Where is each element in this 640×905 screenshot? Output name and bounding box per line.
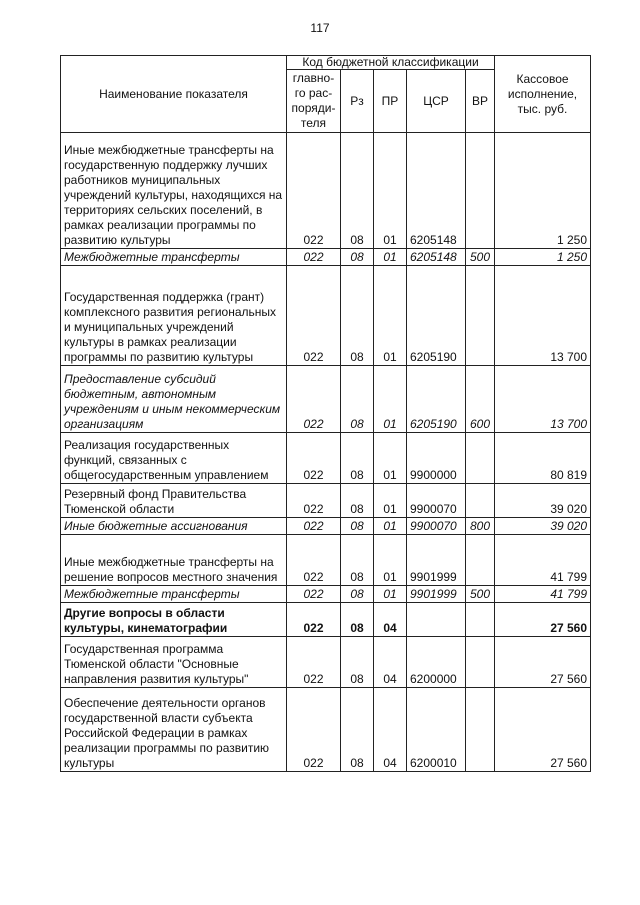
row-vr — [466, 484, 495, 518]
row-name: Реализация государственных функций, связанных с общегосударственным управлением — [61, 433, 287, 484]
row-rz: 08 — [341, 603, 374, 637]
row-rz: 08 — [341, 484, 374, 518]
row-vr: 500 — [466, 249, 495, 266]
row-csr: 6200000 — [407, 637, 466, 688]
row-gl: 022 — [287, 366, 341, 433]
table-row — [61, 133, 591, 249]
row-pr: 01 — [374, 535, 407, 586]
row-vr — [466, 266, 495, 366]
row-name: Межбюджетные трансферты — [61, 249, 287, 266]
row-name: Межбюджетные трансферты — [61, 586, 287, 603]
row-pr: 01 — [374, 249, 407, 266]
row-gl: 022 — [287, 688, 341, 772]
row-amount: 27 560 — [495, 603, 591, 637]
table-row — [61, 484, 591, 518]
row-pr: 01 — [374, 133, 407, 249]
row-rz: 08 — [341, 637, 374, 688]
row-gl: 022 — [287, 433, 341, 484]
budget-table — [60, 55, 591, 772]
row-rz: 08 — [341, 518, 374, 535]
row-vr — [466, 535, 495, 586]
table-row — [61, 535, 591, 586]
row-rz: 08 — [341, 366, 374, 433]
row-vr — [466, 637, 495, 688]
table-row — [61, 433, 591, 484]
row-csr: 9901999 — [407, 586, 466, 603]
header-glavnogo: главно-го рас-поряди-теля — [287, 70, 341, 133]
row-gl: 022 — [287, 535, 341, 586]
row-pr: 01 — [374, 518, 407, 535]
header-rz: Рз — [341, 70, 374, 133]
row-rz: 08 — [341, 133, 374, 249]
row-name: Другие вопросы в области культуры, кинематографии — [61, 603, 287, 637]
row-csr: 6205190 — [407, 366, 466, 433]
row-gl: 022 — [287, 249, 341, 266]
row-csr: 9900070 — [407, 518, 466, 535]
row-amount: 1 250 — [495, 249, 591, 266]
row-csr: 6205148 — [407, 133, 466, 249]
row-vr — [466, 433, 495, 484]
header-amount: Кассовое исполнение, тыс. руб. — [495, 56, 591, 133]
row-rz: 08 — [341, 535, 374, 586]
row-gl: 022 — [287, 603, 341, 637]
row-vr — [466, 688, 495, 772]
row-gl: 022 — [287, 637, 341, 688]
row-vr — [466, 603, 495, 637]
row-rz: 08 — [341, 688, 374, 772]
header-csr: ЦСР — [407, 70, 466, 133]
row-amount: 27 560 — [495, 637, 591, 688]
row-name: Государственная поддержка (грант) комплексного развития региональных и муниципальных учреждений культуры в рамках реализации программы по развитию культуры — [61, 266, 287, 366]
row-pr: 04 — [374, 637, 407, 688]
row-pr: 04 — [374, 603, 407, 637]
header-vr: ВР — [466, 70, 495, 133]
row-csr: 9901999 — [407, 535, 466, 586]
table-row — [61, 518, 591, 535]
header-pr: ПР — [374, 70, 407, 133]
row-name: Резервный фонд Правительства Тюменской области — [61, 484, 287, 518]
row-pr: 01 — [374, 484, 407, 518]
row-pr: 01 — [374, 366, 407, 433]
row-rz: 08 — [341, 249, 374, 266]
row-pr: 04 — [374, 688, 407, 772]
row-rz: 08 — [341, 586, 374, 603]
row-vr: 600 — [466, 366, 495, 433]
row-csr: 6205190 — [407, 266, 466, 366]
row-rz: 08 — [341, 266, 374, 366]
row-amount: 39 020 — [495, 484, 591, 518]
row-csr: 9900070 — [407, 484, 466, 518]
row-name: Иные межбюджетные трансферты на решение вопросов местного значения — [61, 535, 287, 586]
row-amount: 13 700 — [495, 266, 591, 366]
row-pr: 01 — [374, 266, 407, 366]
row-rz: 08 — [341, 433, 374, 484]
row-gl: 022 — [287, 518, 341, 535]
row-amount: 1 250 — [495, 133, 591, 249]
header-code-group: Код бюджетной классификации — [287, 56, 495, 70]
row-amount: 41 799 — [495, 535, 591, 586]
row-gl: 022 — [287, 133, 341, 249]
row-amount: 27 560 — [495, 688, 591, 772]
row-csr — [407, 603, 466, 637]
row-csr: 6205148 — [407, 249, 466, 266]
row-vr: 500 — [466, 586, 495, 603]
table-row — [61, 637, 591, 688]
table-row — [61, 266, 591, 366]
row-name: Предоставление субсидий бюджетным, автономным учреждениям и иным некоммерческим организациям — [61, 366, 287, 433]
row-name: Обеспечение деятельности органов государственной власти субъекта Российской Федерации в рамках реализации программы по развитию культуры — [61, 688, 287, 772]
table-row — [61, 688, 591, 772]
row-csr: 9900000 — [407, 433, 466, 484]
row-name: Государственная программа Тюменской области "Основные направления развития культуры" — [61, 637, 287, 688]
row-gl: 022 — [287, 484, 341, 518]
row-csr: 6200010 — [407, 688, 466, 772]
row-amount: 13 700 — [495, 366, 591, 433]
row-vr: 800 — [466, 518, 495, 535]
row-amount: 39 020 — [495, 518, 591, 535]
table-header — [61, 56, 591, 133]
table-row — [61, 366, 591, 433]
table-row — [61, 603, 591, 637]
row-vr — [466, 133, 495, 249]
row-name: Иные бюджетные ассигнования — [61, 518, 287, 535]
row-pr: 01 — [374, 586, 407, 603]
page-number: 117 — [310, 21, 330, 35]
row-name: Иные межбюджетные трансферты на государственную поддержку лучших работников муниципальных учреждений культуры, находящихся на территориях сельских поселений, в рамках реализации программы по развитию культуры — [61, 133, 287, 249]
row-gl: 022 — [287, 266, 341, 366]
row-gl: 022 — [287, 586, 341, 603]
table-body — [61, 133, 591, 772]
row-amount: 41 799 — [495, 586, 591, 603]
table-row — [61, 586, 591, 603]
row-pr: 01 — [374, 433, 407, 484]
row-amount: 80 819 — [495, 433, 591, 484]
header-name: Наименование показателя — [61, 56, 287, 133]
table-row — [61, 249, 591, 266]
